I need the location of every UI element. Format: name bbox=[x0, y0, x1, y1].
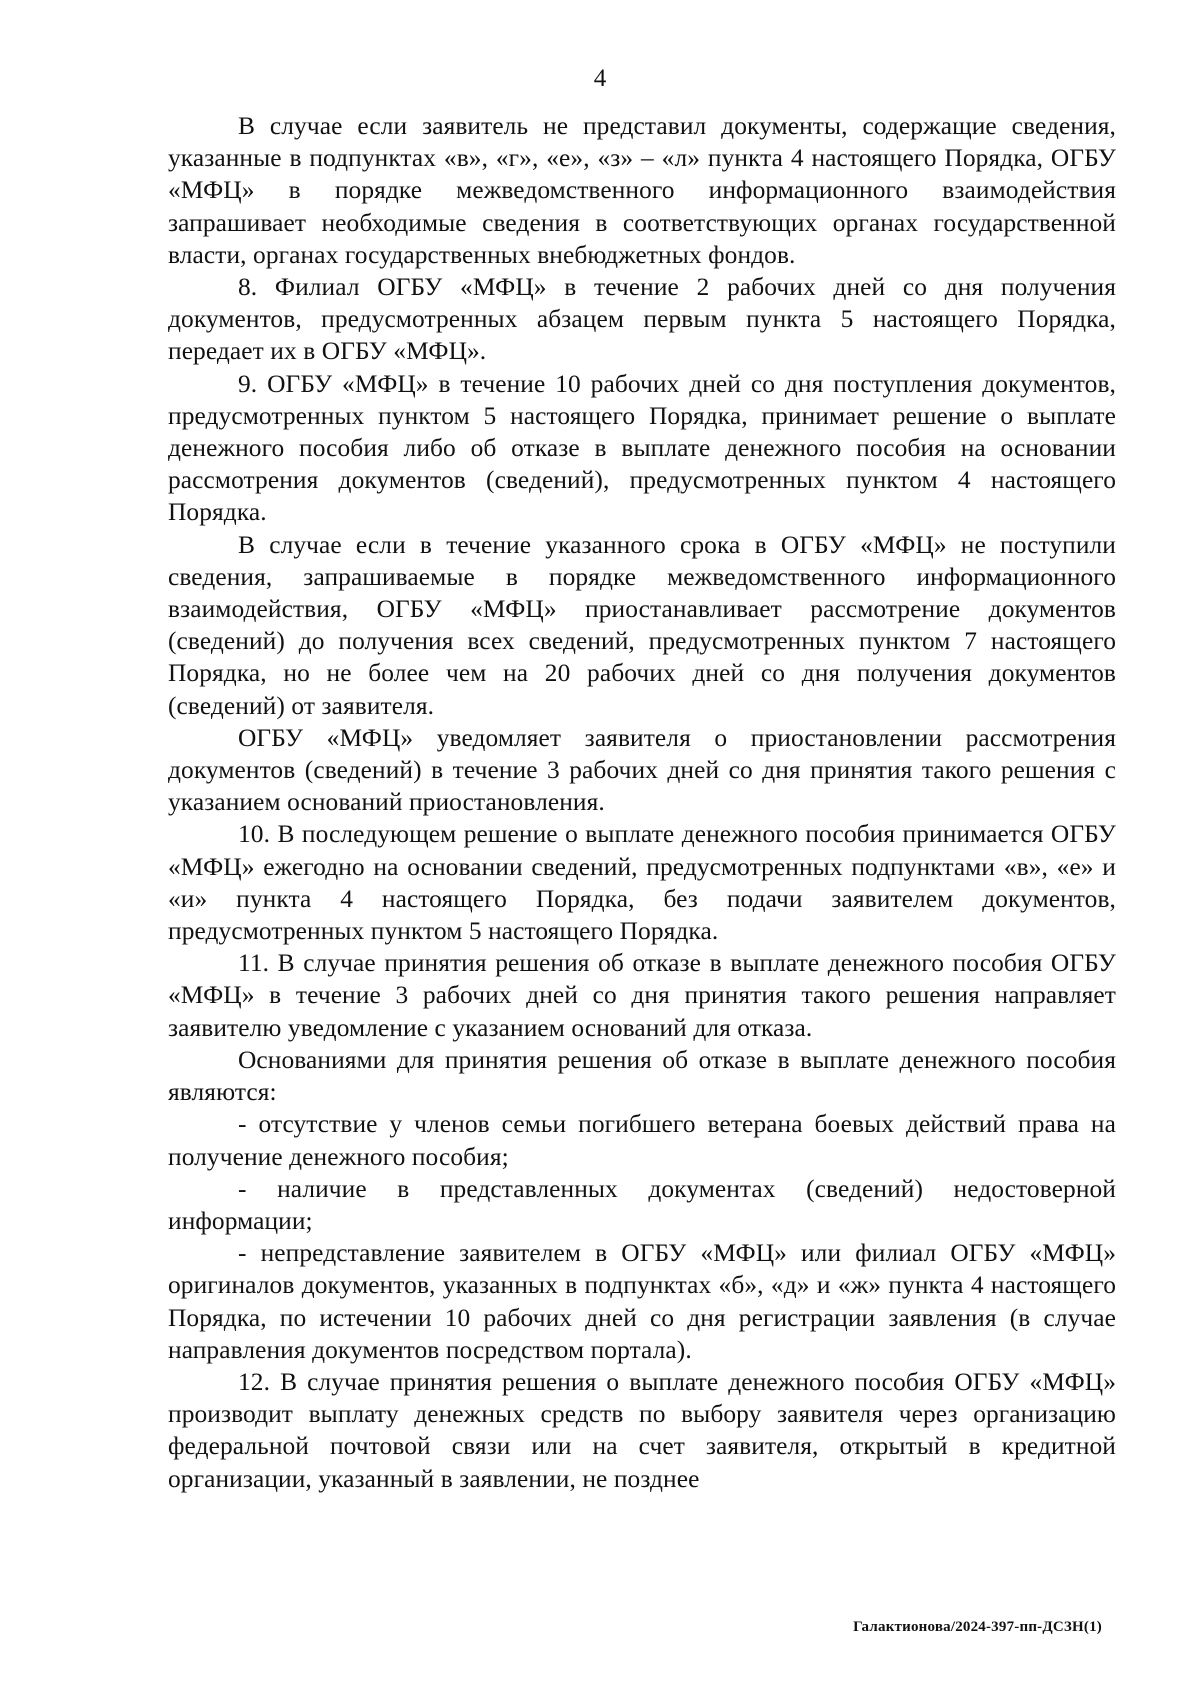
paragraph-request-info: В случае если заявитель не представил документы, содержащие сведения, указанные в подпунктах «в», «г», «е», «з» – «л» пункта 4 настоящего Порядка, ОГБУ «МФЦ» в порядке межведомственного информационного взаимодействия запрашивает необходимые сведения в соответствующих органах государственной власти, органах государственных внебюджетных фондов. bbox=[168, 112, 1116, 269]
list-item-false-info: - наличие в представленных документах (сведений) недостоверной информации; bbox=[168, 1174, 1116, 1235]
paragraph-refusal-grounds: Основаниями для принятия решения об отказе в выплате денежного пособия являются: bbox=[168, 1045, 1116, 1107]
paragraph-suspension: В случае если в течение указанного срока в ОГБУ «МФЦ» не поступили сведения, запрашиваемые в порядке межведомственного информационного взаимодействия, ОГБУ «МФЦ» приостанавливает рассмотрение документов (сведений) до получения всех сведений, предусмотренных пунктом 7 настоящего Порядка, но не более чем на 20 рабочих дней со дня получения документов (сведений) от заявителя. bbox=[168, 530, 1116, 720]
paragraph-notification: ОГБУ «МФЦ» уведомляет заявителя о приостановлении рассмотрения документов (сведений) в течение 3 рабочих дней со дня принятия такого решения с указанием оснований приостановления. bbox=[168, 723, 1116, 817]
document-code: Галактионова/2024-397-пп-ДСЗН(1) bbox=[853, 1619, 1102, 1635]
document-body bbox=[168, 110, 1116, 1495]
page-number: 4 bbox=[593, 65, 607, 92]
list-item-no-originals: - непредставление заявителем в ОГБУ «МФЦ» или филиал ОГБУ «МФЦ» оригиналов документов, указанных в подпунктах «б», «д» и «ж» пункта 4 настоящего Порядка, по истечении 10 рабочих дней со дня регистрации заявления (в случае направления документов посредством портала). bbox=[168, 1239, 1116, 1364]
paragraph-item-11: 11. В случае принятия решения об отказе в выплате денежного пособия ОГБУ «МФЦ» в течение 3 рабочих дней со дня принятия такого решения направляет заявителю уведомление с указанием оснований для отказа. bbox=[168, 949, 1116, 1042]
paragraph-item-9: 9. ОГБУ «МФЦ» в течение 10 рабочих дней со дня поступления документов, предусмотренных пунктом 5 настоящего Порядка, принимает решение о выплате денежного пособия либо об отказе в выплате денежного пособия на основании рассмотрения документов (сведений), предусмотренных пунктом 4 настоящего Порядка. bbox=[168, 369, 1116, 527]
paragraph-item-12: 12. В случае принятия решения о выплате денежного пособия ОГБУ «МФЦ» производит выплату денежных средств по выбору заявителя через организацию федеральной почтовой связи или на счет заявителя, открытый в кредитной организации, указанный в заявлении, не позднее bbox=[168, 1367, 1116, 1493]
paragraph-item-8: 8. Филиал ОГБУ «МФЦ» в течение 2 рабочих дней со дня получения документов, предусмотренных абзацем первым пункта 5 настоящего Порядка, передает их в ОГБУ «МФЦ». bbox=[168, 273, 1116, 366]
list-item-no-right: - отсутствие у членов семьи погибшего ветерана боевых действий права на получение денежного пособия; bbox=[168, 1110, 1116, 1171]
paragraph-item-10: 10. В последующем решение о выплате денежного пособия принимается ОГБУ «МФЦ» ежегодно на основании сведений, предусмотренных подпунктами «в», «е» и «и» пункта 4 настоящего Порядка, без подачи заявителем документов, предусмотренных пунктом 5 настоящего Порядка. bbox=[168, 820, 1116, 946]
